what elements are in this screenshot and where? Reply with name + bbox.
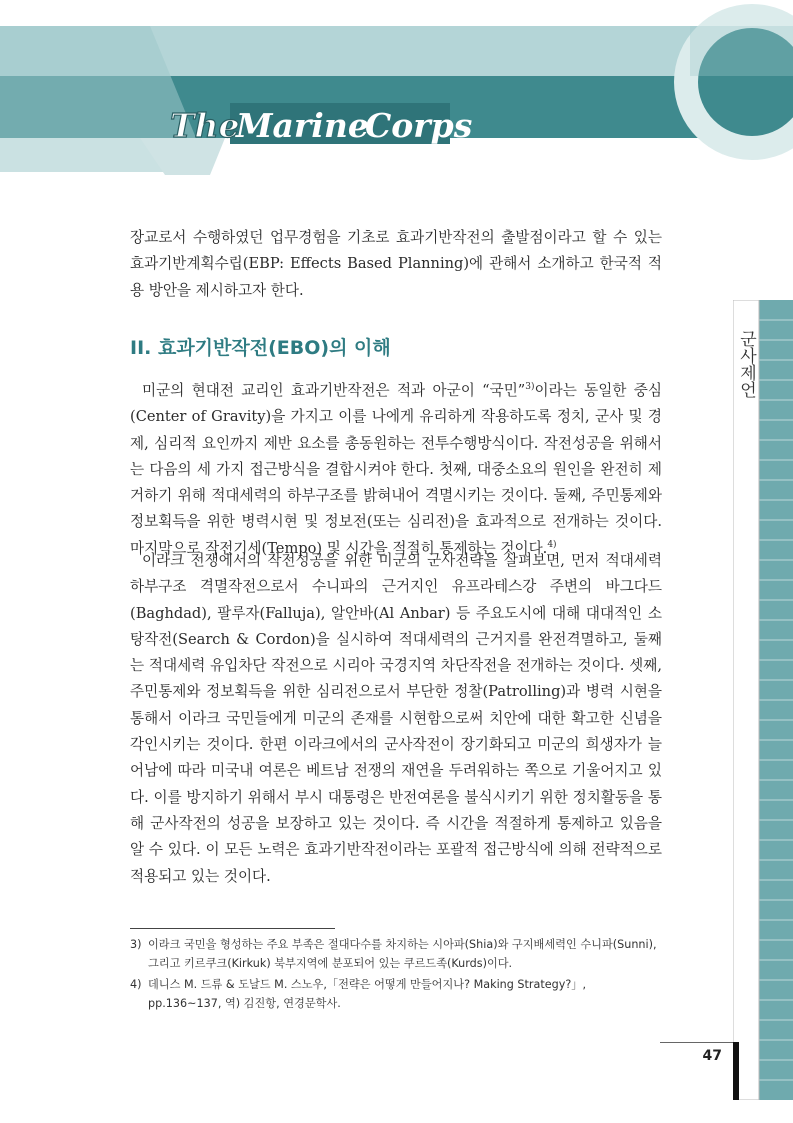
footnote-4 bbox=[130, 975, 662, 1013]
page-number-rule bbox=[660, 1042, 733, 1043]
paragraph-text: 미군의 현대전 교리인 효과기반작전은 적과 아군이 “국민” bbox=[142, 382, 526, 399]
footnote-ref-4[interactable]: 4) bbox=[547, 539, 557, 550]
footnote-ref-3[interactable]: 3) bbox=[525, 382, 535, 393]
page-number: 47 bbox=[702, 1048, 722, 1064]
section-heading: II. 효과기반작전(EBO)의 이해 bbox=[130, 337, 391, 359]
intro-paragraph: 장교로서 수행하였던 업무경험을 기초로 효과기반작전의 출발점이라고 할 수 있는 효과기반계획수립(EBP: Effects Based Planning)에 관해서 소개하고 한국적 적용 방안을 제시하고자 한다. bbox=[130, 229, 662, 299]
header-title-marine: Marine bbox=[236, 106, 369, 145]
footnote-divider bbox=[130, 928, 335, 929]
side-tab-label: 군사제언 bbox=[736, 330, 756, 398]
footnote-text: 이라크 국민을 형성하는 주요 부족은 절대다수를 차지하는 시아파(Shia)와 구지배세력인 수니파(Sunni), 그리고 키르쿠크(Kirkuk) 북부지역에 분포되어 있는 쿠르드족(Kurds)이다. bbox=[148, 938, 657, 970]
footnote-3 bbox=[130, 935, 662, 973]
section-side-tab bbox=[733, 300, 793, 1100]
body-paragraph-2: 이라크 전쟁에서의 작전성공을 위한 미군의 군사전략을 살펴보면, 먼저 적대세력 하부구조 격멸작전으로서 수니파의 근거지인 유프라테스강 주변의 바그다드(Baghdad), 팔루자(Falluja), 알안바(Al Anbar) 등 주요도시에 대해 대대적인 소탕작전(Search & Cordon)을 실시하여 적대세력의 근거지를 완전격멸하고, 둘째는 적대세력 유입차단 작전으로 시리아 국경지역 차단작전을 전개하는 것이다. 셋째, 주민통제와 정보획득을 위한 심리전으로서 부단한 정찰(Patrolling)과 병력 시현을 통해서 이라크 국민들에게 미군의 존재를 시현함으로써 치안에 대한 확고한 신념을 각인시키는 것이다. 한편 이라크에서의 군사작전이 장기화되고 미군의 희생자가 늘어남에 따라 미국내 여론은 베트남 전쟁의 재연을 두려워하는 쪽으로 기울어지고 있다. 이를 방지하기 위해서 부시 대통령은 반전여론을 불식시키기 위한 정치활동을 통해 군사작전의 성공을 보장하고 있는 것이다. 즉 시간을 적절하게 통제하고 있음을 알 수 있다. 이 모든 노력은 효과기반작전이라는 포괄적 접근방식에 의해 전략적으로 적용되고 있는 것이다. bbox=[130, 552, 662, 885]
page-number-bar bbox=[733, 1042, 739, 1100]
header-title-corps: Corps bbox=[365, 106, 473, 145]
body-paragraph-1 bbox=[130, 378, 662, 562]
header-title-the: The bbox=[170, 106, 240, 145]
footnote-number: 4) bbox=[130, 978, 142, 991]
paragraph-text: 이라는 동일한 중심(Center of Gravity)을 가지고 이를 나에게 유리하게 작용하도록 정치, 군사 및 경제, 심리적 요인까지 제반 요소를 총동원하는 전투수행방식이다. 작전성공을 위해서는 다음의 세 가지 접근방식을 결합시켜야 한다. 첫째, 대중소요의 원인을 완전히 제거하기 위해 적대세력의 하부구조를 밝혀내어 격멸시키는 것이다. 둘째, 주민통제와 정보획득을 위한 병력시현 및 정보전(또는 심리전)을 효과적으로 전개하는 것이다. 마지막으로 작전기세(Tempo) 및 시간을 적절히 통제하는 것이다. bbox=[130, 382, 662, 557]
header-banner bbox=[0, 0, 793, 175]
footnote-number: 3) bbox=[130, 938, 142, 951]
footnote-text: 데니스 M. 드류 & 도날드 M. 스노우,「전략은 어떻게 만들어지나? Making Strategy?」, pp.136~137, 역) 김진항, 연경문학사. bbox=[148, 978, 587, 1010]
